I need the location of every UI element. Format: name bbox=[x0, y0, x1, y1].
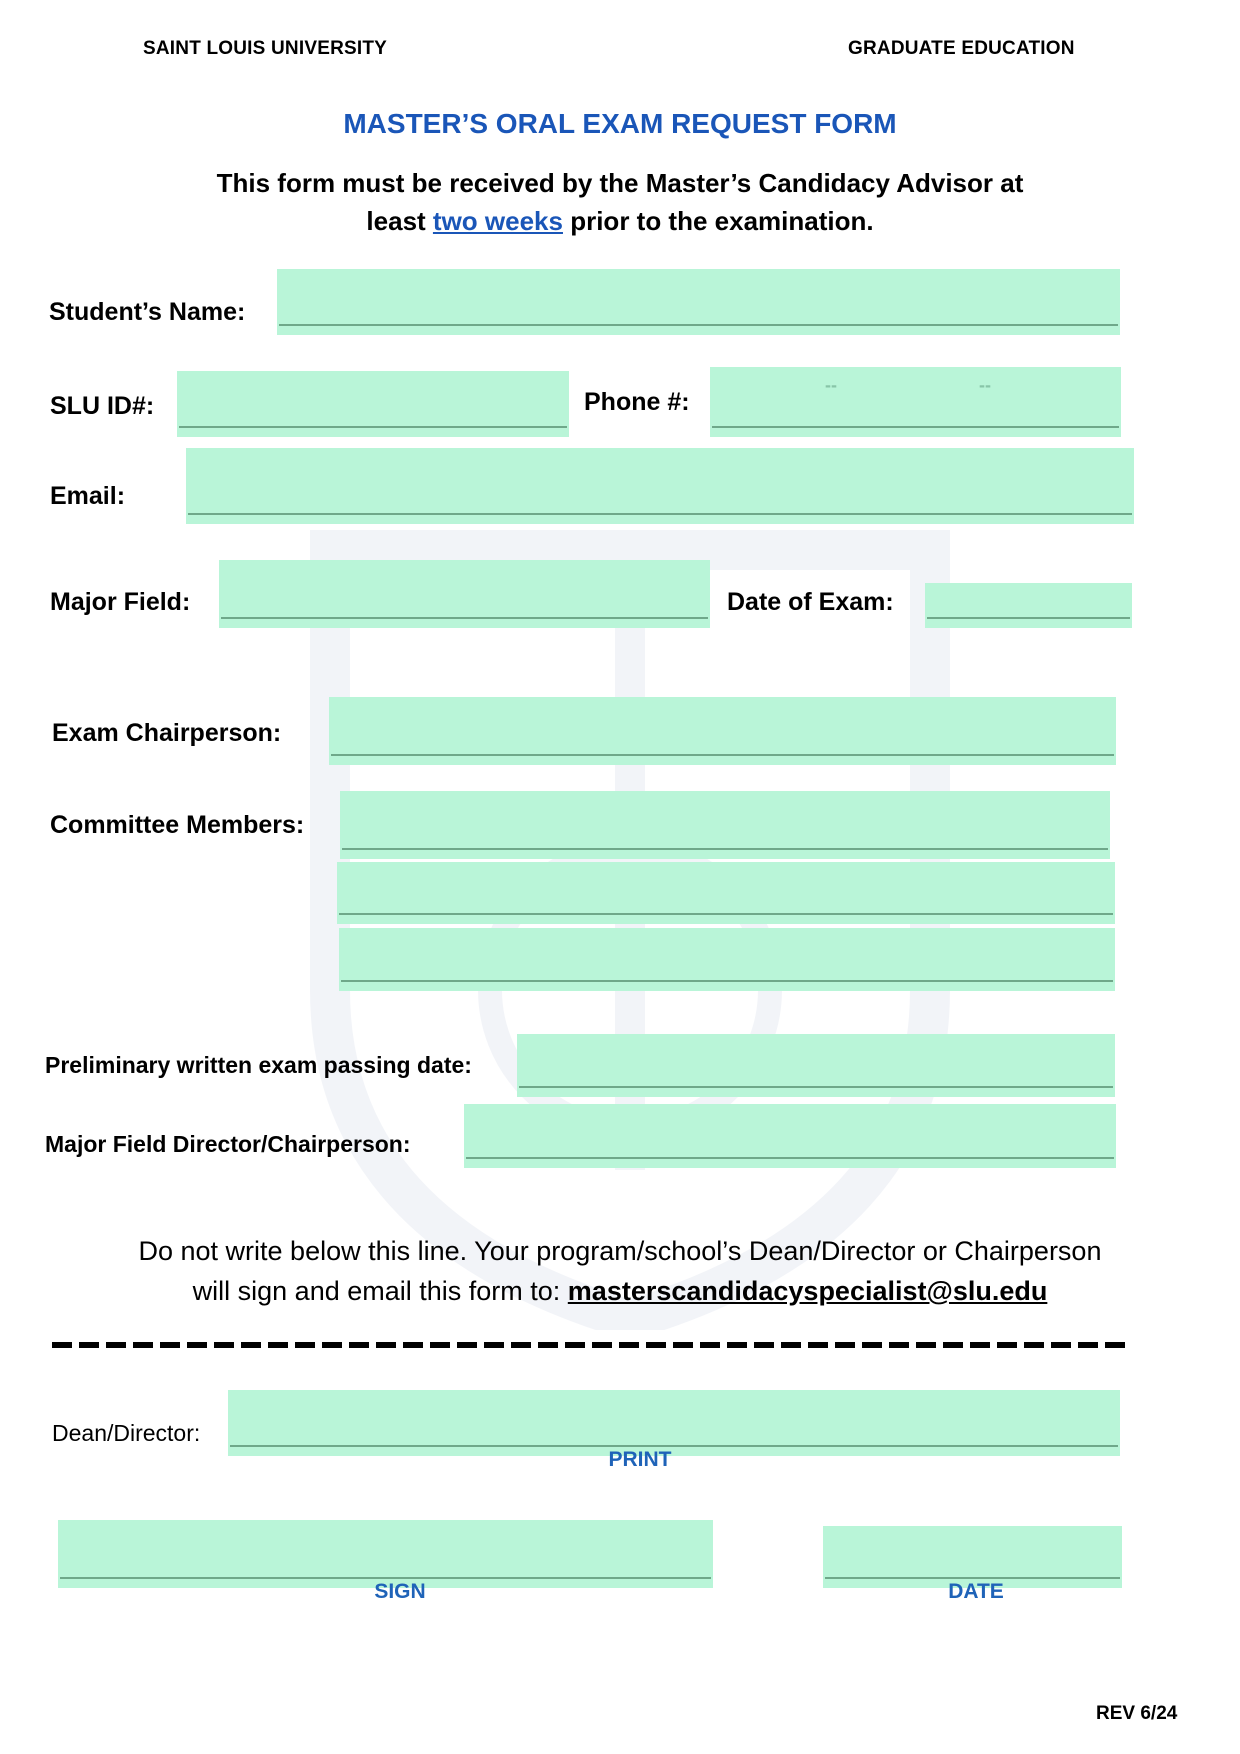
intro-line-2-start: least bbox=[366, 206, 433, 236]
dean-director-print-field[interactable] bbox=[228, 1390, 1120, 1456]
major-field-input[interactable] bbox=[219, 560, 710, 628]
major-director-input[interactable] bbox=[464, 1104, 1116, 1168]
student-name-input[interactable] bbox=[277, 269, 1120, 335]
do-not-write-divider bbox=[52, 1342, 1132, 1348]
exam-chairperson-label: Exam Chairperson: bbox=[52, 719, 282, 747]
email-label: Email: bbox=[50, 482, 126, 510]
submission-email[interactable]: masterscandidacyspecialist@slu.edu bbox=[567, 1276, 1048, 1306]
intro-line-2 bbox=[0, 206, 1240, 237]
print-caption: PRINT bbox=[608, 1448, 672, 1471]
major-field-label: Major Field: bbox=[50, 588, 191, 616]
committee-member-1-input[interactable] bbox=[340, 791, 1110, 859]
sign-date-input[interactable] bbox=[823, 1526, 1122, 1588]
date-of-exam-field[interactable] bbox=[925, 583, 1132, 628]
phone-separator-1: -- bbox=[825, 375, 837, 395]
date-of-exam-label: Date of Exam: bbox=[727, 588, 894, 616]
student-name-label: Student’s Name: bbox=[49, 298, 246, 326]
exam-chairperson-field[interactable] bbox=[329, 697, 1116, 765]
two-weeks-link[interactable]: two weeks bbox=[432, 206, 563, 236]
revision-label: REV 6/24 bbox=[1096, 1703, 1178, 1724]
major-director-label: Major Field Director/Chairperson: bbox=[45, 1131, 411, 1157]
note-line-2-start: will sign and email this form to: bbox=[192, 1276, 568, 1306]
phone-field[interactable] bbox=[710, 367, 1121, 437]
intro-line-1: This form must be received by the Master’s Candidacy Advisor at bbox=[216, 168, 1024, 198]
prelim-date-input[interactable] bbox=[517, 1034, 1115, 1097]
note-line-1: Do not write below this line. Your program/school’s Dean/Director or Chairperson bbox=[138, 1236, 1102, 1266]
phone-input[interactable] bbox=[710, 367, 1121, 437]
committee-member-3-field[interactable] bbox=[339, 928, 1115, 991]
sign-caption: SIGN bbox=[374, 1580, 426, 1603]
prelim-date-label: Preliminary written exam passing date: bbox=[45, 1052, 472, 1078]
signature-field[interactable] bbox=[58, 1520, 713, 1588]
committee-member-3-input[interactable] bbox=[339, 928, 1115, 991]
intro-line-2-end: prior to the examination. bbox=[562, 206, 874, 236]
slu-id-label: SLU ID#: bbox=[50, 392, 155, 420]
slu-id-input[interactable] bbox=[177, 371, 569, 437]
committee-member-2-input[interactable] bbox=[337, 862, 1115, 924]
university-name: SAINT LOUIS UNIVERSITY bbox=[143, 38, 388, 59]
prelim-date-field[interactable] bbox=[517, 1034, 1115, 1097]
note-line-2 bbox=[0, 1276, 1240, 1307]
dean-director-label: Dean/Director: bbox=[52, 1420, 201, 1446]
email-field[interactable] bbox=[186, 448, 1134, 524]
phone-separator-2: -- bbox=[979, 375, 991, 395]
email-input[interactable] bbox=[186, 448, 1134, 524]
dean-director-print-input[interactable] bbox=[228, 1390, 1120, 1456]
date-of-exam-input[interactable] bbox=[925, 583, 1132, 628]
major-director-field[interactable] bbox=[464, 1104, 1116, 1168]
committee-member-2-field[interactable] bbox=[337, 862, 1115, 924]
department-name: GRADUATE EDUCATION bbox=[848, 38, 1075, 59]
sign-date-field[interactable] bbox=[823, 1526, 1122, 1588]
slu-id-field[interactable] bbox=[177, 371, 569, 437]
date-caption: DATE bbox=[948, 1580, 1004, 1603]
signature-input[interactable] bbox=[58, 1520, 713, 1588]
committee-members-label: Committee Members: bbox=[50, 811, 305, 839]
committee-member-1-field[interactable] bbox=[340, 791, 1110, 859]
student-name-field[interactable] bbox=[277, 269, 1120, 335]
exam-chairperson-input[interactable] bbox=[329, 697, 1116, 765]
major-field-field[interactable] bbox=[219, 560, 710, 628]
form-title: MASTER’S ORAL EXAM REQUEST FORM bbox=[343, 108, 897, 139]
phone-label: Phone #: bbox=[584, 388, 690, 416]
